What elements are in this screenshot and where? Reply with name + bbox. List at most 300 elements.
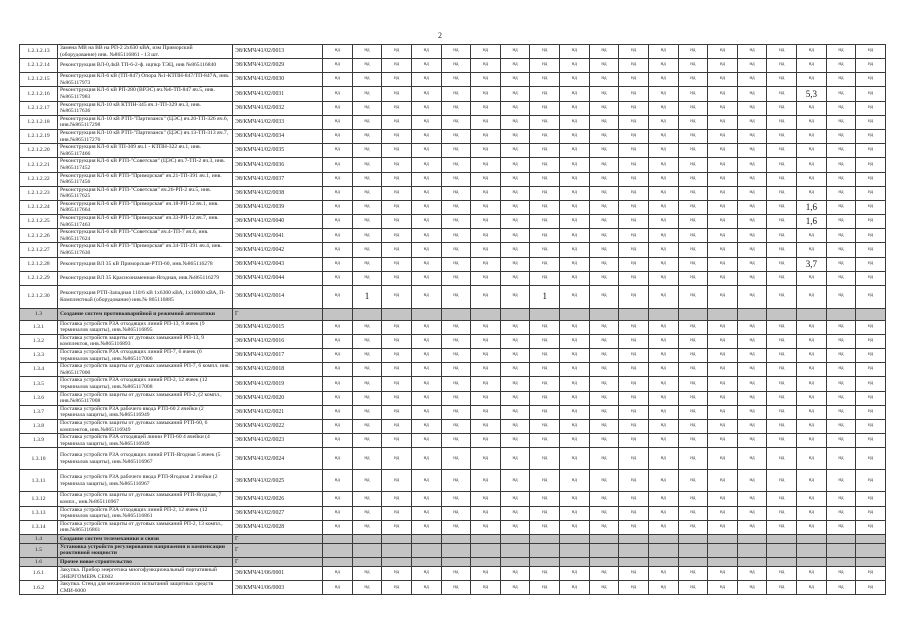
value-cell: нд [619, 73, 649, 87]
value-cell: нд [530, 73, 560, 87]
value-cell: нд [560, 144, 590, 158]
value-cell: нд [797, 45, 827, 59]
value-cell: нд [560, 520, 590, 534]
value-cell: нд [589, 115, 619, 129]
value-cell: нд [737, 334, 767, 348]
value-cell: нд [530, 158, 560, 172]
value-cell: нд [797, 285, 827, 308]
value-cell: нд [648, 470, 678, 492]
project-name: Поставка устройств защиты от дуговых замыканий РТП-60, 6 комплектов, инв.№865116949 [58, 419, 233, 433]
value-cell: нд [678, 257, 708, 271]
value-cell: нд [737, 405, 767, 419]
value-cell: нд [856, 334, 886, 348]
value-cell: нд [352, 363, 382, 377]
value-cell: нд [589, 186, 619, 200]
value-cell: нд [382, 172, 412, 186]
value-cell: нд [737, 567, 767, 581]
value-cell: нд [708, 229, 738, 243]
value-cell: нд [797, 506, 827, 520]
value-cell: нд [856, 144, 886, 158]
value-cell: нд [560, 363, 590, 377]
value-cell: нд [441, 129, 471, 143]
section-row [20, 308, 886, 320]
value-cell [619, 308, 649, 320]
value-cell: нд [411, 520, 441, 534]
value-cell: нд [589, 158, 619, 172]
value-cell: нд [678, 470, 708, 492]
value-cell: нд [767, 45, 797, 59]
value-cell: нд [382, 144, 412, 158]
value-cell [323, 534, 353, 543]
value-cell: нд [797, 243, 827, 257]
row-number: 1.5 [20, 543, 58, 557]
value-cell: нд [708, 363, 738, 377]
value-cell: нд [441, 45, 471, 59]
value-cell: нд [826, 101, 856, 115]
value-cell: нд [737, 448, 767, 470]
value-cell: нд [411, 581, 441, 595]
project-code: Э8/КМЧ/41/02/0044 [233, 271, 323, 285]
value-cell: нд [500, 334, 530, 348]
value-cell: нд [856, 257, 886, 271]
value-cell: нд [678, 101, 708, 115]
value-cell: нд [826, 243, 856, 257]
value-cell: нд [530, 470, 560, 492]
value-cell: нд [411, 229, 441, 243]
value-cell: нд [648, 229, 678, 243]
project-code: Э8/КМЧ/41/02/0013 [233, 45, 323, 59]
value-cell: нд [619, 115, 649, 129]
value-cell: нд [678, 73, 708, 87]
value-cell: нд [619, 434, 649, 448]
value-cell: нд [619, 271, 649, 285]
value-cell: нд [382, 470, 412, 492]
value-cell: нд [826, 567, 856, 581]
value-cell: нд [797, 271, 827, 285]
value-cell: нд [648, 144, 678, 158]
value-cell: нд [589, 129, 619, 143]
table-row [20, 115, 886, 129]
value-cell [678, 308, 708, 320]
value-cell: нд [323, 320, 353, 334]
value-cell: нд [797, 73, 827, 87]
value-cell: нд [708, 101, 738, 115]
value-cell: нд [323, 520, 353, 534]
value-cell: нд [826, 405, 856, 419]
value-cell: нд [323, 200, 353, 214]
value-cell: нд [708, 377, 738, 391]
value-cell: нд [441, 419, 471, 433]
value-cell [323, 308, 353, 320]
value-cell: нд [382, 506, 412, 520]
value-cell: нд [530, 363, 560, 377]
value-cell: нд [471, 419, 501, 433]
project-code: Э8/КМЧ/41/02/0022 [233, 419, 323, 433]
value-cell [530, 308, 560, 320]
value-cell: нд [678, 520, 708, 534]
value-cell: нд [678, 285, 708, 308]
value-cell: нд [826, 73, 856, 87]
value-cell: нд [471, 215, 501, 229]
value-cell: нд [767, 520, 797, 534]
value-cell: нд [323, 567, 353, 581]
value-cell: нд [856, 115, 886, 129]
value-cell: нд [471, 101, 501, 115]
project-code: Э8/КМЧ/41/02/0037 [233, 172, 323, 186]
value-cell: нд [619, 186, 649, 200]
value-cell: нд [500, 186, 530, 200]
row-number: 1.3.10 [20, 448, 58, 470]
value-cell: нд [648, 285, 678, 308]
value-cell: нд [797, 470, 827, 492]
project-name: Поставка устройств РЗА отходящих линий РП-2, 12 ячеек (12 терминалов защиты), инв.№865117008 [58, 377, 233, 391]
value-cell: нд [708, 158, 738, 172]
value-cell: нд [826, 229, 856, 243]
value-cell: нд [382, 101, 412, 115]
value-cell: нд [678, 59, 708, 73]
value-cell: нд [530, 405, 560, 419]
value-cell: нд [382, 200, 412, 214]
value-cell: нд [826, 158, 856, 172]
value-cell: нд [678, 215, 708, 229]
value-cell: нд [826, 144, 856, 158]
value-cell: нд [411, 59, 441, 73]
row-number: 1.3.12 [20, 492, 58, 506]
value-cell: нд [441, 186, 471, 200]
value-cell: нд [767, 349, 797, 363]
value-cell: нд [441, 320, 471, 334]
value-cell: нд [382, 229, 412, 243]
value-cell: нд [560, 419, 590, 433]
value-cell: нд [678, 45, 708, 59]
value-cell: нд [560, 215, 590, 229]
value-cell: нд [648, 129, 678, 143]
value-cell: нд [767, 257, 797, 271]
value-cell [767, 534, 797, 543]
value-cell: нд [589, 405, 619, 419]
value-cell: нд [708, 186, 738, 200]
table-row [20, 581, 886, 595]
value-cell: нд [471, 285, 501, 308]
value-cell: нд [767, 271, 797, 285]
value-cell: нд [411, 448, 441, 470]
value-cell: нд [708, 349, 738, 363]
project-name: Реконструкция КЛ-10 кВ РТП-"Партизанск" (ЦЭС) яч.13-ТП-313 яч.7, инв.№865117276 [58, 129, 233, 143]
value-cell: нд [589, 320, 619, 334]
value-cell [648, 543, 678, 557]
value-cell: нд [382, 419, 412, 433]
value-cell: нд [708, 320, 738, 334]
value-cell: нд [737, 101, 767, 115]
value-cell: нд [619, 158, 649, 172]
value-cell: нд [708, 567, 738, 581]
value-cell: нд [560, 229, 590, 243]
value-cell [441, 543, 471, 557]
value-cell: нд [826, 285, 856, 308]
value-cell: нд [826, 320, 856, 334]
value-cell: нд [737, 45, 767, 59]
value-cell: нд [323, 229, 353, 243]
row-number: 1.2.1.2.29 [20, 271, 58, 285]
project-code: Э8/КМЧ/41/02/0025 [233, 470, 323, 492]
row-number: 1.3.8 [20, 419, 58, 433]
value-cell: нд [382, 581, 412, 595]
value-cell: нд [678, 129, 708, 143]
value-cell: нд [737, 581, 767, 595]
investment-program-table [19, 44, 886, 595]
value-cell: нд [767, 285, 797, 308]
project-code: Э8/КМЧ/41/02/0036 [233, 158, 323, 172]
project-code: Г [233, 558, 323, 567]
value-cell [678, 558, 708, 567]
value-cell: нд [471, 506, 501, 520]
value-cell: нд [352, 200, 382, 214]
table-row [20, 45, 886, 59]
value-cell: нд [767, 320, 797, 334]
value-cell: нд [352, 581, 382, 595]
value-cell: нд [471, 144, 501, 158]
table-row [20, 73, 886, 87]
value-cell [648, 308, 678, 320]
value-cell: 1,6 [797, 200, 827, 214]
value-cell: нд [797, 377, 827, 391]
value-cell: нд [382, 320, 412, 334]
value-cell: нд [500, 448, 530, 470]
value-cell: нд [530, 320, 560, 334]
value-cell: нд [382, 73, 412, 87]
value-cell: нд [441, 243, 471, 257]
value-cell: нд [323, 257, 353, 271]
value-cell: нд [797, 334, 827, 348]
value-cell: нд [500, 229, 530, 243]
row-number: 1.2.1.2.18 [20, 115, 58, 129]
value-cell: нд [619, 492, 649, 506]
value-cell: нд [767, 363, 797, 377]
project-code: Э8/КМЧ/41/02/0034 [233, 129, 323, 143]
value-cell: нд [619, 470, 649, 492]
row-number: 1.2.1.2.19 [20, 129, 58, 143]
project-code: Э8/КМЧ/41/02/0028 [233, 520, 323, 534]
value-cell: нд [767, 581, 797, 595]
value-cell: нд [560, 243, 590, 257]
value-cell: нд [560, 506, 590, 520]
value-cell: нд [619, 200, 649, 214]
value-cell: нд [471, 377, 501, 391]
project-name: Реконструкция КЛ-6 кВ РТП-"Советская" (ЦЭС) яч.7-ТП-2 яч.3, инв.№865117452 [58, 158, 233, 172]
value-cell: нд [826, 172, 856, 186]
value-cell: нд [678, 377, 708, 391]
value-cell: нд [411, 271, 441, 285]
table-row [20, 215, 886, 229]
value-cell: нд [856, 186, 886, 200]
section-row [20, 534, 886, 543]
value-cell: нд [589, 271, 619, 285]
value-cell: нд [826, 434, 856, 448]
value-cell: нд [589, 229, 619, 243]
value-cell: нд [826, 520, 856, 534]
value-cell: нд [708, 73, 738, 87]
row-number: 1.2.1.2.20 [20, 144, 58, 158]
value-cell: нд [441, 506, 471, 520]
value-cell: нд [708, 391, 738, 405]
value-cell: нд [856, 581, 886, 595]
value-cell: нд [323, 87, 353, 101]
value-cell: нд [767, 129, 797, 143]
value-cell: нд [323, 334, 353, 348]
value-cell [826, 308, 856, 320]
value-cell: нд [471, 87, 501, 101]
table-row [20, 271, 886, 285]
value-cell: нд [648, 320, 678, 334]
value-cell [352, 534, 382, 543]
value-cell: нд [471, 405, 501, 419]
value-cell: нд [589, 87, 619, 101]
value-cell: нд [619, 363, 649, 377]
value-cell: нд [856, 506, 886, 520]
value-cell: нд [648, 101, 678, 115]
value-cell: нд [500, 129, 530, 143]
value-cell: нд [471, 158, 501, 172]
value-cell: нд [530, 334, 560, 348]
row-number: 1.2.1.2.26 [20, 229, 58, 243]
value-cell: нд [441, 158, 471, 172]
row-number: 1.2.1.2.30 [20, 285, 58, 308]
value-cell: нд [856, 271, 886, 285]
value-cell: нд [500, 271, 530, 285]
value-cell: нд [411, 285, 441, 308]
value-cell [441, 308, 471, 320]
value-cell: нд [678, 581, 708, 595]
value-cell: нд [411, 363, 441, 377]
value-cell: нд [619, 405, 649, 419]
value-cell: нд [530, 448, 560, 470]
value-cell: нд [737, 229, 767, 243]
value-cell: нд [323, 271, 353, 285]
value-cell: нд [708, 492, 738, 506]
value-cell: нд [737, 377, 767, 391]
value-cell: нд [500, 200, 530, 214]
value-cell: нд [500, 391, 530, 405]
value-cell: нд [560, 158, 590, 172]
value-cell: нд [500, 158, 530, 172]
value-cell: нд [411, 144, 441, 158]
value-cell: нд [441, 73, 471, 87]
value-cell: нд [589, 506, 619, 520]
value-cell: нд [619, 377, 649, 391]
project-name: Реконструкция КЛ-6 кВ РТП-"Приморская" яч.21-ТП-391 яч.1, инв.№865117456 [58, 172, 233, 186]
row-number: 1.6 [20, 558, 58, 567]
value-cell: нд [530, 59, 560, 73]
value-cell: нд [441, 434, 471, 448]
value-cell [560, 543, 590, 557]
project-name: Поставка устройств защиты от дуговых замыканий РТП-Ягодная, 7 компл., инв.№865116967 [58, 492, 233, 506]
value-cell: нд [382, 285, 412, 308]
value-cell: нд [530, 186, 560, 200]
value-cell [560, 558, 590, 567]
value-cell: нд [589, 285, 619, 308]
value-cell: нд [708, 243, 738, 257]
value-cell: нд [589, 492, 619, 506]
value-cell: нд [352, 377, 382, 391]
value-cell: нд [648, 158, 678, 172]
value-cell: нд [826, 391, 856, 405]
project-code: Г [233, 308, 323, 320]
value-cell: нд [530, 101, 560, 115]
value-cell: нд [382, 257, 412, 271]
table-row [20, 243, 886, 257]
project-name: Поставка устройств РЗА отходящей линии РТП-60 4 ячейки (4 терминала защиты), инв.№865116949 [58, 434, 233, 448]
value-cell: нд [500, 405, 530, 419]
value-cell [856, 308, 886, 320]
value-cell: нд [589, 144, 619, 158]
table-row [20, 470, 886, 492]
value-cell: нд [767, 492, 797, 506]
table-row [20, 257, 886, 271]
value-cell: нд [441, 172, 471, 186]
value-cell: нд [441, 285, 471, 308]
project-name: Реконструкция КЛ-6 кВ РТП-"Приморская" яч.33-РП-12 яч.7, инв.№865117463 [58, 215, 233, 229]
value-cell: нд [648, 448, 678, 470]
project-code: Э8/КМЧ/41/02/0016 [233, 334, 323, 348]
value-cell: нд [619, 101, 649, 115]
value-cell: нд [678, 391, 708, 405]
project-code: Э8/КМЧ/41/02/0026 [233, 492, 323, 506]
value-cell: нд [737, 434, 767, 448]
value-cell [856, 543, 886, 557]
value-cell: нд [826, 363, 856, 377]
row-number: 1.3.4 [20, 363, 58, 377]
value-cell: нд [767, 405, 797, 419]
value-cell [708, 543, 738, 557]
value-cell: нд [619, 391, 649, 405]
value-cell: нд [767, 334, 797, 348]
value-cell: нд [678, 200, 708, 214]
value-cell: нд [619, 59, 649, 73]
value-cell: нд [767, 172, 797, 186]
value-cell: нд [708, 271, 738, 285]
value-cell: нд [797, 59, 827, 73]
value-cell: нд [471, 448, 501, 470]
value-cell: нд [500, 59, 530, 73]
value-cell: нд [560, 567, 590, 581]
project-name: Поставка устройств РЗА отходящих линий РП-13, 9 ячеек (9 терминалов защиты), инв.№865116895 [58, 320, 233, 334]
value-cell: нд [826, 129, 856, 143]
value-cell: нд [441, 334, 471, 348]
value-cell: 1 [352, 285, 382, 308]
value-cell: нд [856, 492, 886, 506]
project-code: Э8/КМЧ/41/02/0032 [233, 101, 323, 115]
value-cell: нд [560, 186, 590, 200]
value-cell: нд [500, 101, 530, 115]
project-name: Реконструкция КЛ-6 кВ РТП-"Приморская" яч.18-РП-12 яч.1, инв.№865117664 [58, 200, 233, 214]
value-cell: нд [382, 363, 412, 377]
value-cell: нд [678, 115, 708, 129]
value-cell: нд [708, 200, 738, 214]
value-cell: нд [678, 243, 708, 257]
value-cell: нд [826, 200, 856, 214]
value-cell: нд [678, 506, 708, 520]
table-row [20, 377, 886, 391]
value-cell: нд [797, 363, 827, 377]
value-cell: нд [471, 73, 501, 87]
value-cell: нд [323, 243, 353, 257]
value-cell: нд [856, 405, 886, 419]
value-cell: нд [352, 73, 382, 87]
value-cell: нд [411, 45, 441, 59]
value-cell: нд [382, 520, 412, 534]
project-name: Поставка устройств защиты от дуговых замыканий РП-13, 9 комплектов, инв.№865116893 [58, 334, 233, 348]
value-cell: нд [708, 45, 738, 59]
